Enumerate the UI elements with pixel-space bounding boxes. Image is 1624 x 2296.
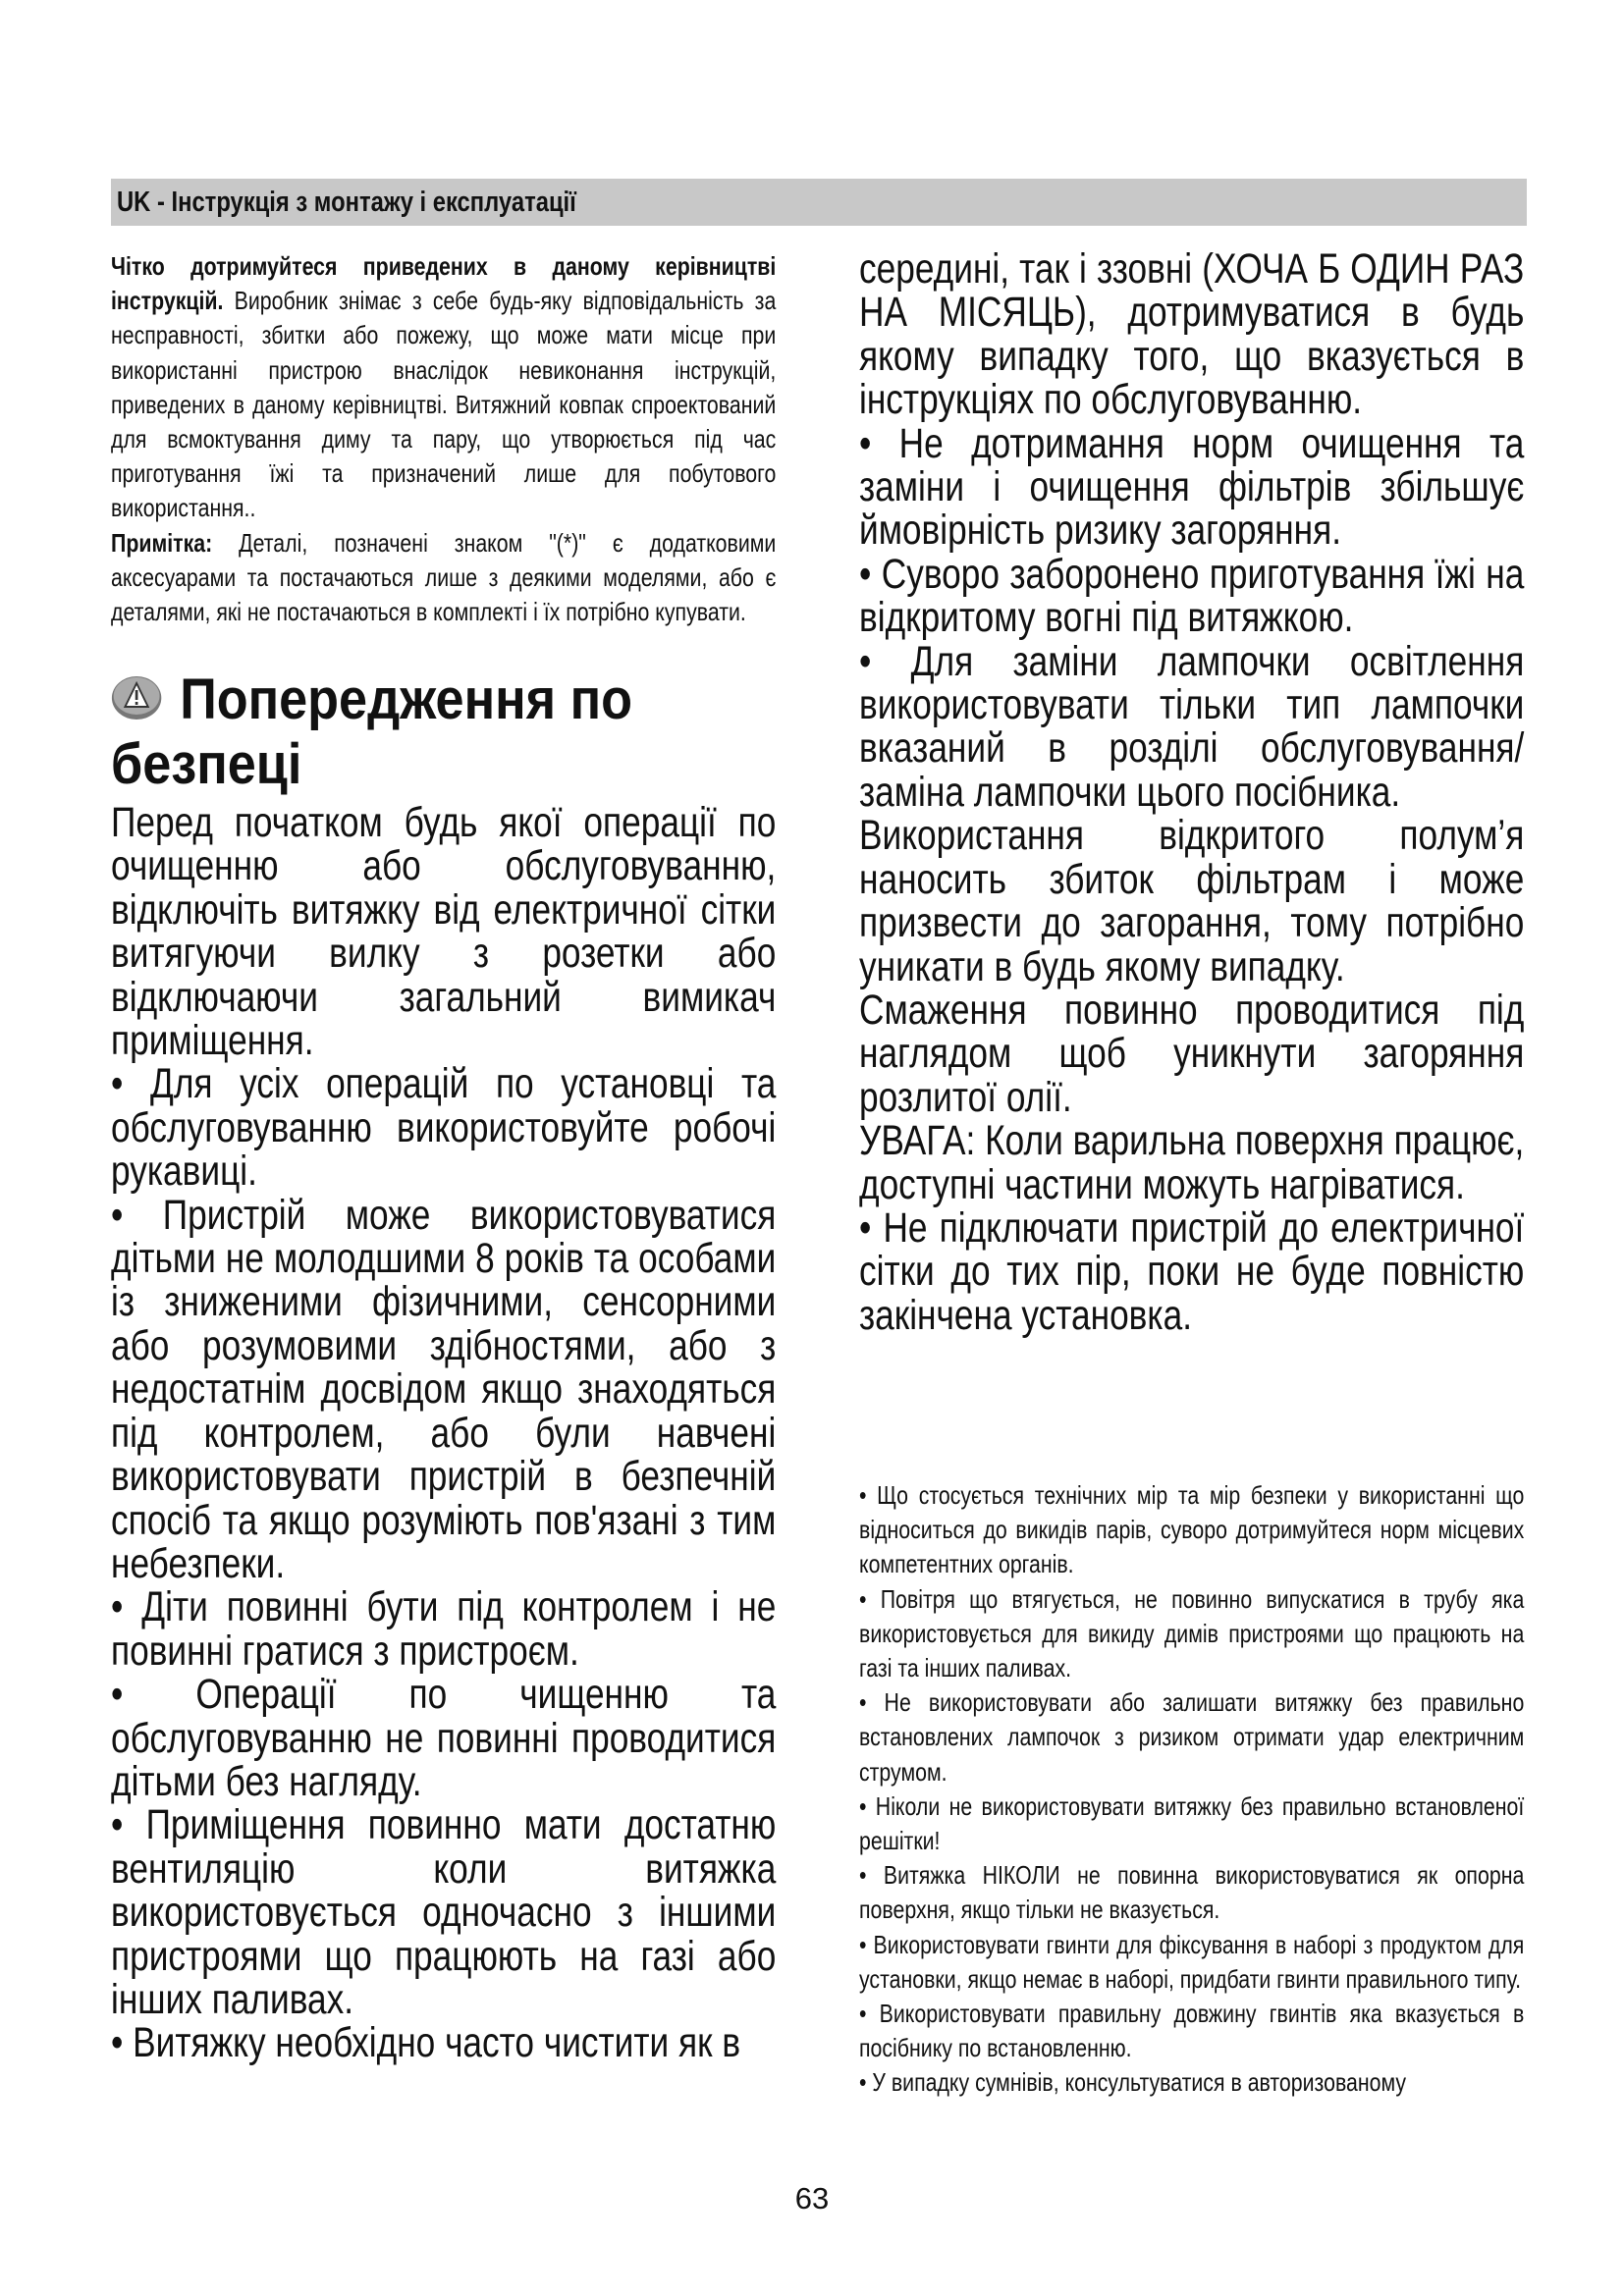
note-item: • Ніколи не використовувати витяжку без правильно встановленої решітки! [859, 1790, 1525, 1856]
paragraph: • Діти повинні бути під контролем і не повинні гратися з пристроєм. [111, 1583, 777, 1675]
paragraph: • Для заміни лампочки освітлення використовувати тільки тип лампочки вказаний в розділі обслуговування/заміна лампочки цього посібника. [859, 637, 1525, 816]
note-item: • Використовувати гвинти для фіксування в наборі з продуктом для установки, якщо немає в наборі, придбати гвинти правильного типу. [859, 1929, 1525, 1994]
left-column [111, 801, 776, 2065]
section-title-text: Попередження по безпеці [111, 667, 633, 796]
paragraph: УВАГА: Коли варильна поверхня працює, доступні частини можуть нагріватися. [859, 1117, 1525, 1208]
right-column [859, 247, 1524, 1337]
page-number: 63 [794, 2181, 830, 2216]
paragraph: • Приміщення повинно мати достатню вентиляцію коли витяжка використовується одночасно з іншими пристроями що працюють на газі або інших паливах. [111, 1801, 777, 2023]
note-item: • Повітря що втягується, не повинно випускатися в трубу яка використовується для викиду димів пристроями що працюють на газі та інших паливах. [859, 1583, 1525, 1683]
paragraph: Смаження повинно проводитися під наглядом щоб уникнути загоряння розлитої олії. [859, 986, 1525, 1121]
note-item: • Використовувати правильну довжину гвинтів яка вказується в посібнику по встановленню. [859, 1999, 1525, 2063]
warning-icon [111, 669, 162, 715]
paragraph: • Для усіх операцій по установці та обслуговуванню використовуйте робочі рукавиці. [111, 1060, 777, 1196]
page-header-bar [111, 179, 1527, 226]
intro-bold-lead: Чітко дотримуйтеся приведених в даному керівництві інструкцій. [111, 251, 777, 316]
paragraph: середині, так і ззовні (ХОЧА Б ОДИН РАЗ НА МІСЯЦЬ), дотримуватися в будь якому випадку того, що вказується в інструкціях по обслуговуванню. [859, 245, 1525, 424]
note-item: • Не використовувати або залишати витяжку без правильно встановлених лампочок з ризиком отримати удар електричним струмом. [859, 1687, 1525, 1787]
page-header-title: UK - Інструкція з монтажу і експлуатації [117, 187, 576, 218]
note-item: • Що стосується технічних мір та мір безпеки у використанні що відноситься до викидів парів, суворо дотримуйтеся норм місцевих компетентних органів. [859, 1480, 1525, 1579]
intro-body: Виробник знімає з себе будь-яку відповідальність за несправності, збитки або пожежу, що може мати місце при використанні пристрою внаслідок невиконання інструкцій, приведених в даному керівництві. Витяжний ковпак спроектований для всмоктування диму та пару, що утворюється під час приготування їжі та призначений лише для побутового використання.. [111, 286, 777, 523]
paragraph: Використання відкритого полум’я наносить збиток фільтрам і може призвести до загорання, тому потрібно уникати в будь якому випадку. [859, 812, 1525, 990]
note-body: Деталі, позначені знаком "(*)" є додатковими аксесуарами та постачаються лише з деякими моделями, або є деталями, які не постачаються в комплекті і їх потрібно купувати. [111, 527, 777, 627]
paragraph: • Суворо заборонено приготування їжі на відкритому вогні під витяжкою. [859, 550, 1525, 642]
paragraph: • Операції по чищенню та обслуговуванню не повинні проводитися дітьми без нагляду. [111, 1671, 777, 1805]
note-label: Примітка: [111, 527, 213, 558]
section-title [111, 667, 818, 797]
note-item: • У випадку сумнівів, консультуватися в авторизованому [859, 2067, 1407, 2098]
paragraph: • Пристрій може використовуватися дітьми не молодшими 8 років та особами із зниженими фізичними, сенсорними або розумовими здібностями, або з недостатнім досвідом якщо знаходяться під контролем, або були навчені використовувати пристрій в безпечній спосіб та якщо розуміють пов'язані з тим небезпеки. [111, 1191, 777, 1587]
paragraph: • Витяжку необхідно часто чистити як в [111, 2019, 741, 2067]
right-small-notes [859, 1478, 1524, 2101]
paragraph: Перед початком будь якої операції по очищенню або обслуговуванню, відключіть витяжку від електричної сітки витягуючи вилку з розетки або відключаючи загальний вимикач приміщення. [111, 799, 777, 1065]
paragraph: • Не підключати пристрій до електричної сітки до тих пір, поки не буде повністю закінчена установка. [859, 1203, 1525, 1339]
intro-text [111, 249, 776, 629]
note-item: • Витяжка НІКОЛИ не повинна використовуватися як опорна поверхня, якщо тільки не вказується. [859, 1860, 1525, 1925]
paragraph: • Не дотримання норм очищення та заміни і очищення фільтрів збільшує ймовірність ризику загоряння. [859, 419, 1525, 555]
